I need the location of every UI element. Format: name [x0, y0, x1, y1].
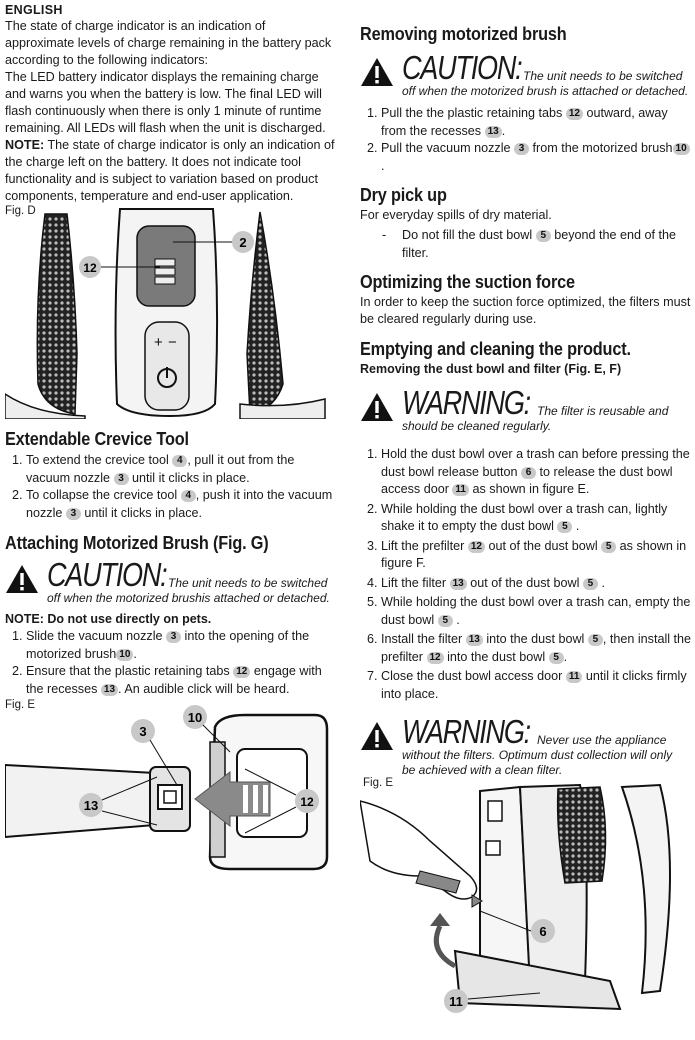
- warning-triangle-icon: [360, 57, 394, 87]
- right-column: [360, 0, 692, 1013]
- warning-triangle-icon: [5, 564, 39, 594]
- list-item: 2. While holding the dust bowl over a trash can, lightly shake it to empty the dust bowl 5 .: [367, 501, 668, 533]
- caution-block-left: [5, 556, 335, 610]
- emptying-list: [360, 446, 692, 703]
- list-item: 1. Hold the dust bowl over a trash can before pressing the dust bowl release button 6 to release the dust bowl access door 11 as shown in figure E.: [367, 447, 690, 496]
- note-label: NOTE:: [5, 138, 45, 152]
- caution-text-line2: off when the motorized brush is attached or detached.: [402, 84, 689, 98]
- intro-paragraph-1: The state of charge indicator is an indication of approximate levels of charge remaining in the battery pack according to the following indicators:: [5, 19, 332, 67]
- remove-brush-title: Removing motorized brush: [360, 23, 567, 44]
- attach-brush-title: Attaching Motorized Brush (Fig. G): [5, 532, 269, 553]
- emptying-subtitle: Removing the dust bowl and filter (Fig. E, F): [360, 362, 622, 376]
- attach-brush-list: [5, 628, 335, 698]
- list-item: 4. Lift the filter 13 out of the dust bowl 5 .: [367, 575, 605, 590]
- warning2-text-line1: Never use the appliance: [537, 733, 667, 747]
- dry-pickup-item: - Do not fill the dust bowl 5 beyond the end of the filter.: [382, 228, 677, 260]
- warning-triangle-icon: [360, 721, 394, 751]
- left-column: [5, 0, 335, 877]
- emptying-title: Emptying and cleaning the product.: [360, 338, 631, 359]
- fig-d-label: Fig. D: [5, 205, 36, 217]
- note-text: The state of charge indicator is only an indication of the charge left on the battery. It does not indicate tool functionality and is subject to variation based on product components, temperature and end-user application.: [5, 138, 335, 203]
- callout-13-text: 13: [83, 798, 99, 813]
- note-paragraph: [5, 137, 335, 205]
- warning-word: WARNING:: [402, 713, 530, 750]
- caution-text-line2: off when the motorized brushis attached or detached.: [47, 591, 330, 605]
- warning-triangle-icon: [360, 392, 394, 422]
- warning2-text-line3: be achieved with a clean filter.: [402, 763, 563, 777]
- callout-3-text: 3: [139, 724, 147, 739]
- pets-note: NOTE: Do not use directly on pets.: [5, 612, 212, 626]
- warning-block-2: [360, 713, 692, 781]
- list-item: 1. To extend the crevice tool 4 , pull it out from the vacuum nozzle 3 until it clicks in place.: [12, 453, 295, 485]
- caution-block-right: [360, 49, 692, 103]
- warning-text-line1: The filter is reusable and: [537, 404, 669, 418]
- callout-6-text: 6: [539, 924, 547, 939]
- warning-word: WARNING:: [402, 384, 530, 421]
- intro-paragraph-2: The LED battery indicator displays the remaining charge and warns you when the battery is low. The final LED will flash continuously when there is only 1 minute of runtime remaining. All LEDs will flash when the unit is discharged.: [5, 70, 326, 135]
- caution-text-line1: The unit needs to be switched: [523, 69, 683, 83]
- optimize-text: In order to keep the suction force optimized, the filters must be cleared regularly during use.: [360, 295, 691, 326]
- list-item: 2. Pull the vacuum nozzle 3 from the motorized brush 10.: [360, 140, 692, 175]
- dry-pickup-title: Dry pick up: [360, 184, 447, 205]
- callout-12-text: 12: [83, 261, 97, 275]
- warning-block-1: [360, 384, 692, 438]
- fig-e-label-left: Fig. E: [5, 699, 36, 711]
- callout-12b-text: 12: [300, 795, 314, 809]
- crevice-tool-list: [5, 452, 335, 522]
- svg-text:−: −: [168, 334, 177, 351]
- callout-11-text: 11: [449, 994, 463, 1009]
- list-item: 6. Install the filter 13 into the dust bowl 5 , then install the prefilter 12 into the dust bowl 5 .: [367, 632, 692, 664]
- optimize-title: Optimizing the suction force: [360, 271, 575, 292]
- list-item: 3. Lift the prefilter 12 out of the dust bowl 5 as shown in figure F.: [367, 538, 687, 570]
- power-button-panel: [145, 322, 189, 410]
- caution-word: CAUTION:: [402, 49, 522, 86]
- list-item: 2. Ensure that the plastic retaining tabs 12 engage with the recesses 13 . An audible click will be heard.: [12, 664, 322, 696]
- dry-pickup-text: For everyday spills of dry material.: [360, 208, 552, 222]
- fig-e-label-right: Fig. E: [363, 777, 394, 789]
- list-item: 7. Close the dust bowl access door 11 until it clicks firmly into place.: [367, 669, 687, 701]
- svg-text:+: +: [154, 334, 163, 351]
- caution-text-line1: The unit needs to be switched: [168, 576, 328, 590]
- fig-d-illustration: [5, 204, 330, 419]
- remove-brush-list: [360, 105, 692, 175]
- warning2-text-line2: without the filters. Optimum dust collection will only: [402, 748, 673, 762]
- language-label: ENGLISH: [5, 3, 63, 17]
- caution-word: CAUTION:: [47, 556, 167, 593]
- callout-2-text: 2: [239, 235, 247, 250]
- crevice-tool-title: Extendable Crevice Tool: [5, 428, 189, 449]
- list-item: 2. To collapse the crevice tool 4 , push it into the vacuum nozzle 3 until it clicks in place.: [12, 488, 333, 520]
- fig-e-brush-illustration: [5, 697, 335, 877]
- list-item: 1. Pull the the plastic retaining tabs 12 outward, away from the recesses 13 .: [367, 106, 668, 138]
- list-item: 1. Slide the vacuum nozzle 3 into the opening of the motorized brush 10 .: [12, 629, 310, 661]
- fig-e-dustbowl-illustration: [360, 781, 690, 1013]
- warning-text-line2: should be cleaned regularly.: [402, 419, 552, 433]
- list-item: 5. While holding the dust bowl over a trash can, empty the dust bowl 5 .: [367, 595, 691, 627]
- callout-10-text: 10: [187, 710, 203, 725]
